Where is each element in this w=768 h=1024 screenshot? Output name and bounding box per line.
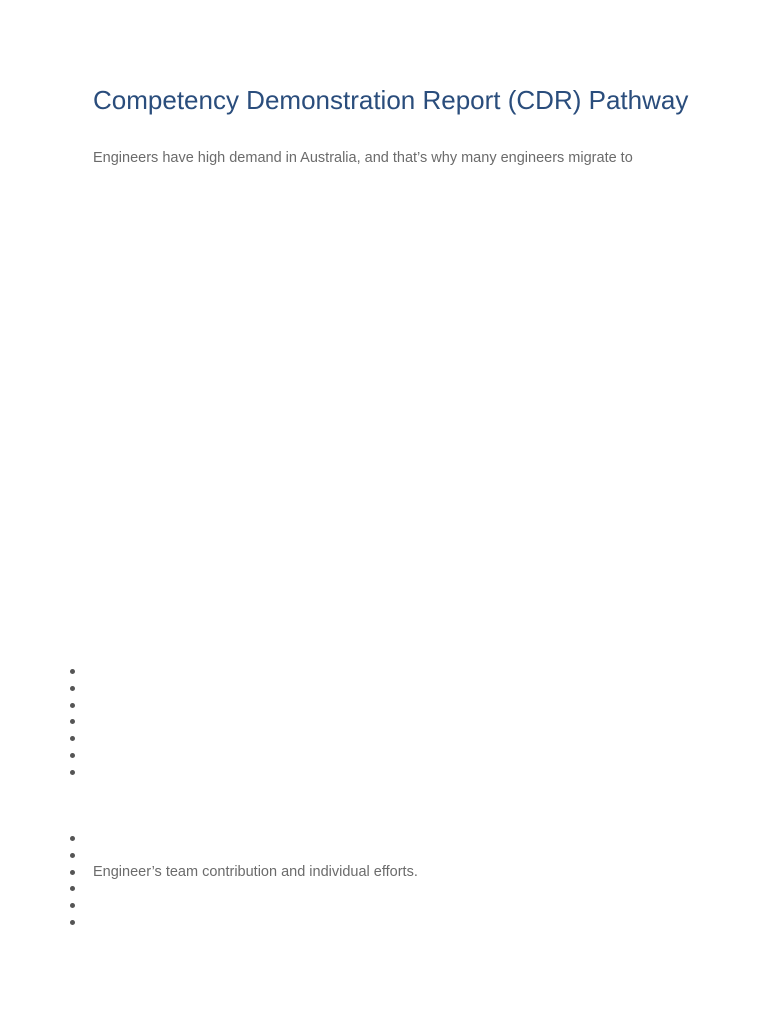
- bullet-list-2: [93, 830, 418, 931]
- bullet-icon: [70, 920, 75, 925]
- list-item: [93, 847, 418, 864]
- bullet-icon: [70, 686, 75, 691]
- bullet-icon: [70, 903, 75, 908]
- list-item: [93, 864, 418, 881]
- bullet-icon: [70, 886, 75, 891]
- bullet-icon: [70, 770, 75, 775]
- list-item: [93, 880, 418, 897]
- bullet-icon: [70, 753, 75, 758]
- bullet-icon: [70, 853, 75, 858]
- list-item: [93, 830, 418, 847]
- bullet-icon: [70, 703, 75, 708]
- bullet-icon: [70, 870, 75, 875]
- list-item: [93, 914, 418, 931]
- bullet-icon: [70, 719, 75, 724]
- list-item-text: Engineer’s team contribution and individual efforts.: [93, 863, 418, 880]
- bullet-icon: [70, 736, 75, 741]
- bullet-icon: [70, 836, 75, 841]
- list-item: [93, 897, 418, 914]
- bullet-icon: [70, 669, 75, 674]
- page-title: Competency Demonstration Report (CDR) Pathway: [93, 85, 689, 115]
- intro-paragraph: Engineers have high demand in Australia, and that’s why many engineers migrate to: [93, 150, 633, 166]
